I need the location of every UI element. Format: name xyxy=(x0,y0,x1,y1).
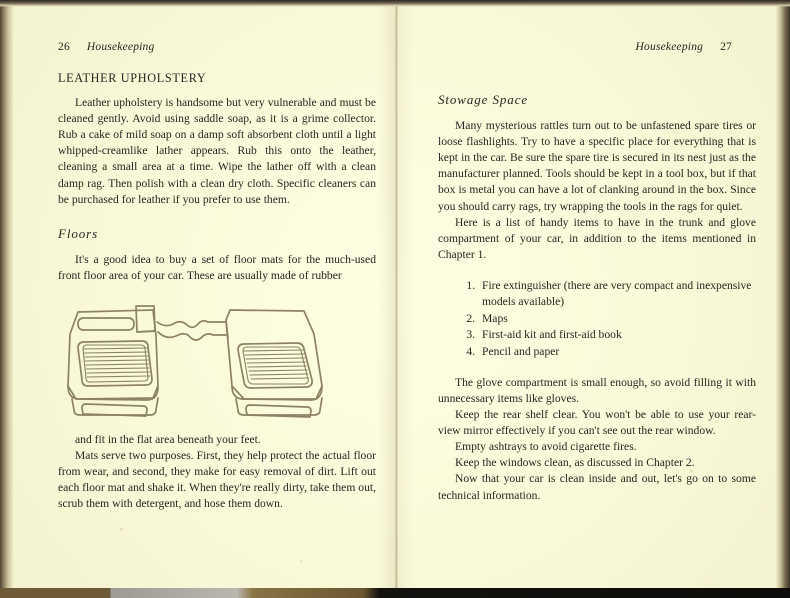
paragraph-mats-purpose: Mats serve two purposes. First, they help protect the actual floor from wear, and second, they make for easy removal of dirt. Lift out each floor mat and shake it. When they're really dirty, take them out, scrub them with detergent, and hose them down. xyxy=(58,449,376,511)
paragraph-closing: Now that your car is clean inside and out, let's go on to some technical information. xyxy=(438,472,756,502)
list-item: 2. Maps xyxy=(478,311,756,327)
left-running-head xyxy=(58,41,154,53)
book-binding-bottom xyxy=(0,588,790,598)
handy-items-list xyxy=(438,278,756,360)
page-edge-left xyxy=(0,0,13,590)
left-running-title: Housekeeping xyxy=(86,41,155,53)
page-edge-top xyxy=(0,0,790,7)
list-item: 3. First-aid kit and first-aid book xyxy=(478,327,756,343)
list-item: 4. Pencil and paper xyxy=(478,344,756,360)
left-folio-number: 26 xyxy=(58,41,70,53)
paragraph-leather-upholstery: Leather upholstery is handsome but very vulnerable and must be cleaned gently. Avoid using saddle soap, as it is a grime collector. Rub a cake of mild soap on a damp soft absorbent cloth until a light whipped-creamlike lather appears. Rub this onto the leather, cleaning a small area at a time. Wipe the lather off with a clean damp rag. Then polish with a clean dry cloth. Specific cleaners can be purchased for leather if you prefer to use them. xyxy=(58,96,376,206)
heading-floors: Floors xyxy=(58,225,99,241)
right-page xyxy=(396,0,790,590)
left-text-column xyxy=(58,70,376,513)
heading-leather-upholstery: LEATHER UPHOLSTERY xyxy=(58,71,207,85)
floor-mats-illustration xyxy=(58,298,358,420)
paragraph-rattles: Many mysterious rattles turn out to be unfastened spare tires or loose flashlights. Try to have a specific place for everything that is kept in the car. Be sure the spare tire is secured in its nest just as the manufacturer planned. Tools should be kept in a tool box, but if that box is metal you can have a lot of clanking around in the box. Since you should carry rags, try wrapping the tools in the rags for quiet. xyxy=(438,119,756,213)
paragraph-windows: Keep the windows clean, as discussed in Chapter 2. xyxy=(455,456,695,470)
right-folio-number: 27 xyxy=(720,41,732,53)
figure-floor-mats xyxy=(58,298,376,420)
heading-stowage-space: Stowage Space xyxy=(438,92,529,107)
right-running-head xyxy=(636,41,732,53)
list-item: 1. Fire extinguisher (there are very compact and inexpensive models available) xyxy=(478,278,756,310)
paragraph-rear-shelf: Keep the rear shelf clear. You won't be able to use your rear-view mirror effectively if you can't see out the rear window. xyxy=(438,408,756,438)
left-page xyxy=(0,0,396,590)
paragraph-glove-compartment: The glove compartment is small enough, so avoid filling it with unnecessary items like gloves. xyxy=(438,375,756,405)
paragraph-floors-intro: It's a good idea to buy a set of floor mats for the much-used front floor area of your car. These are usually made of rubber xyxy=(58,252,376,282)
right-running-title: Housekeeping xyxy=(635,41,704,53)
right-text-column xyxy=(438,70,756,504)
paragraph-floors-continued: and fit in the flat area beneath your feet. xyxy=(75,433,261,447)
page-edge-right xyxy=(776,0,790,590)
paragraph-ashtrays: Empty ashtrays to avoid cigarette fires. xyxy=(455,440,637,454)
paragraph-list-intro: Here is a list of handy items to have in the trunk and glove compartment of your car, in addition to the items mentioned in Chapter 1. xyxy=(438,215,756,261)
